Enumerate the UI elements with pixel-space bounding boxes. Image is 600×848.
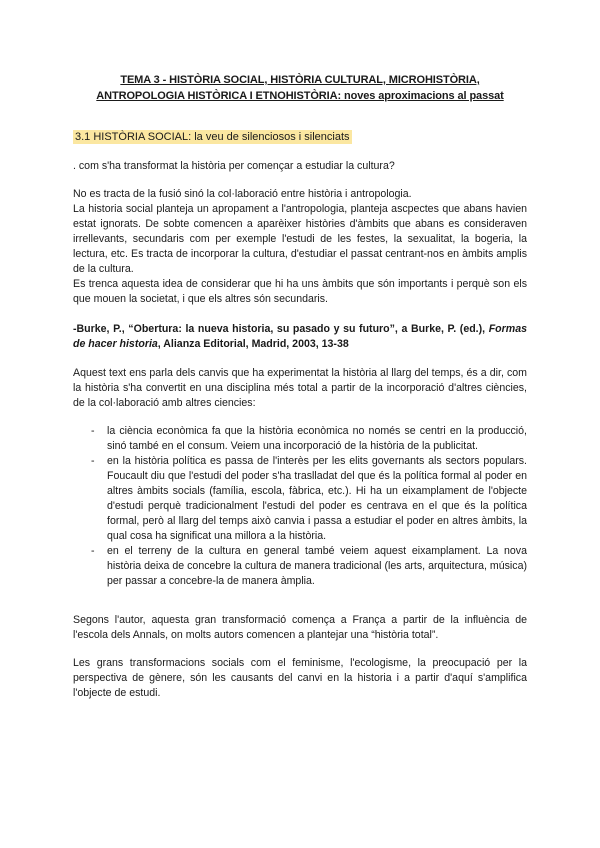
question-line: . com s'ha transformat la història per començar a estudiar la cultura? [73, 160, 395, 172]
bullet-text: en el terreny de la cultura en general també veiem aquest eixamplament. La nova història deixa de concebre la cultura de manera tradicional (les arts, arquitectura, música) per passar a concebre-la de manera àmplia. [107, 545, 527, 587]
bullet-text: la ciència econòmica fa que la història econòmica no només se centri en la producció, sinó també en el consum. Veiem una incorporació de la història de la publicitat. [107, 425, 527, 452]
title-line-1: TEMA 3 - HISTÒRIA SOCIAL, HISTÒRIA CULTURAL, MICROHISTÒRIA, [120, 74, 480, 86]
text-summary-paragraph: Aquest text ens parla dels canvis que ha experimentat la història al llarg del temps, és a dir, com la història s'ha convertit en una disciplina més total a partir de la incorporació d'altres ciències, de la col·laboració amb altres ciencies: [73, 367, 527, 409]
reference-book-title: Formas de hacer historia [73, 323, 527, 350]
bullet-list [91, 424, 527, 589]
title-line-2: ANTROPOLOGIA HISTÒRICA I ETNOHISTÒRIA: noves aproximacions al passat [96, 90, 504, 102]
list-item [91, 454, 527, 544]
section-heading [73, 130, 352, 144]
intro-first-line: No es tracta de la fusió sinó la col·laboració entre història i antropologia. [73, 188, 412, 200]
list-item [91, 424, 527, 454]
intro-end: Es trenca aquesta idea de considerar que hi ha uns àmbits que són importants i perquè son els que mouen la societat, i que els altres són secundaris. [73, 278, 527, 305]
annals-paragraph: Segons l'autor, aquesta gran transformació comença a França a partir de la influència de l'escola dels Annals, on molts autors comencen a plantejar una “història total”. [73, 614, 527, 641]
bibliographic-reference [73, 322, 527, 352]
reference-part-1: -Burke, P., “Obertura: la nueva historia, su pasado y su futuro”, a Burke, P. (ed.), [73, 323, 486, 335]
bullet-dash: - [91, 425, 95, 437]
intro-body: La historia social planteja un apropament a l'antropologia, planteja ascpectes que abans havien estat ignorats. De sobte comencen a aparèixer històries d'àmbits que abans es consideraven irrellevants, secundaris com per exemple l'estudi de les festes, la sexualitat, la bogeria, la lectura, etc. Es tracta de incorporar la cultura, d'estudiar el passat centrant-nos en àmbits amplis de la cultura. [73, 203, 527, 275]
document-title [74, 72, 526, 104]
bullet-text: en la història política es passa de l'interès per les elits governants als sectors populars. Foucault diu que l'estudi del poder s'ha traslladat del que és la política formal al poder en altres àmbits socials (família, escola, fàbrica, etc.). Hi ha un eixamplament de l'objecte d'estudi perquè tradicionalment l'estudi del poder es centrava en el que és la política formal, però al llarg del temps això canvia i passa a estudiar el poder en altres àmbits, la qual cosa ha significat una millora a la història. [107, 455, 527, 542]
bullet-dash: - [91, 545, 95, 557]
social-transformations-paragraph: Les grans transformacions socials com el feminisme, l'ecologisme, la preocupació per la perspectiva de gènere, són les causants del canvi en la historia i a partir d'aquí s'amplifica l'objecte de estudi. [73, 657, 527, 699]
intro-paragraph [73, 187, 527, 307]
section-heading-text: 3.1 HISTÒRIA SOCIAL: la veu de silenciosos i silenciats [75, 131, 350, 143]
reference-part-2: , Alianza Editorial, Madrid, 2003, 13-38 [157, 338, 349, 350]
bullet-dash: - [91, 455, 95, 467]
list-item [91, 544, 527, 589]
